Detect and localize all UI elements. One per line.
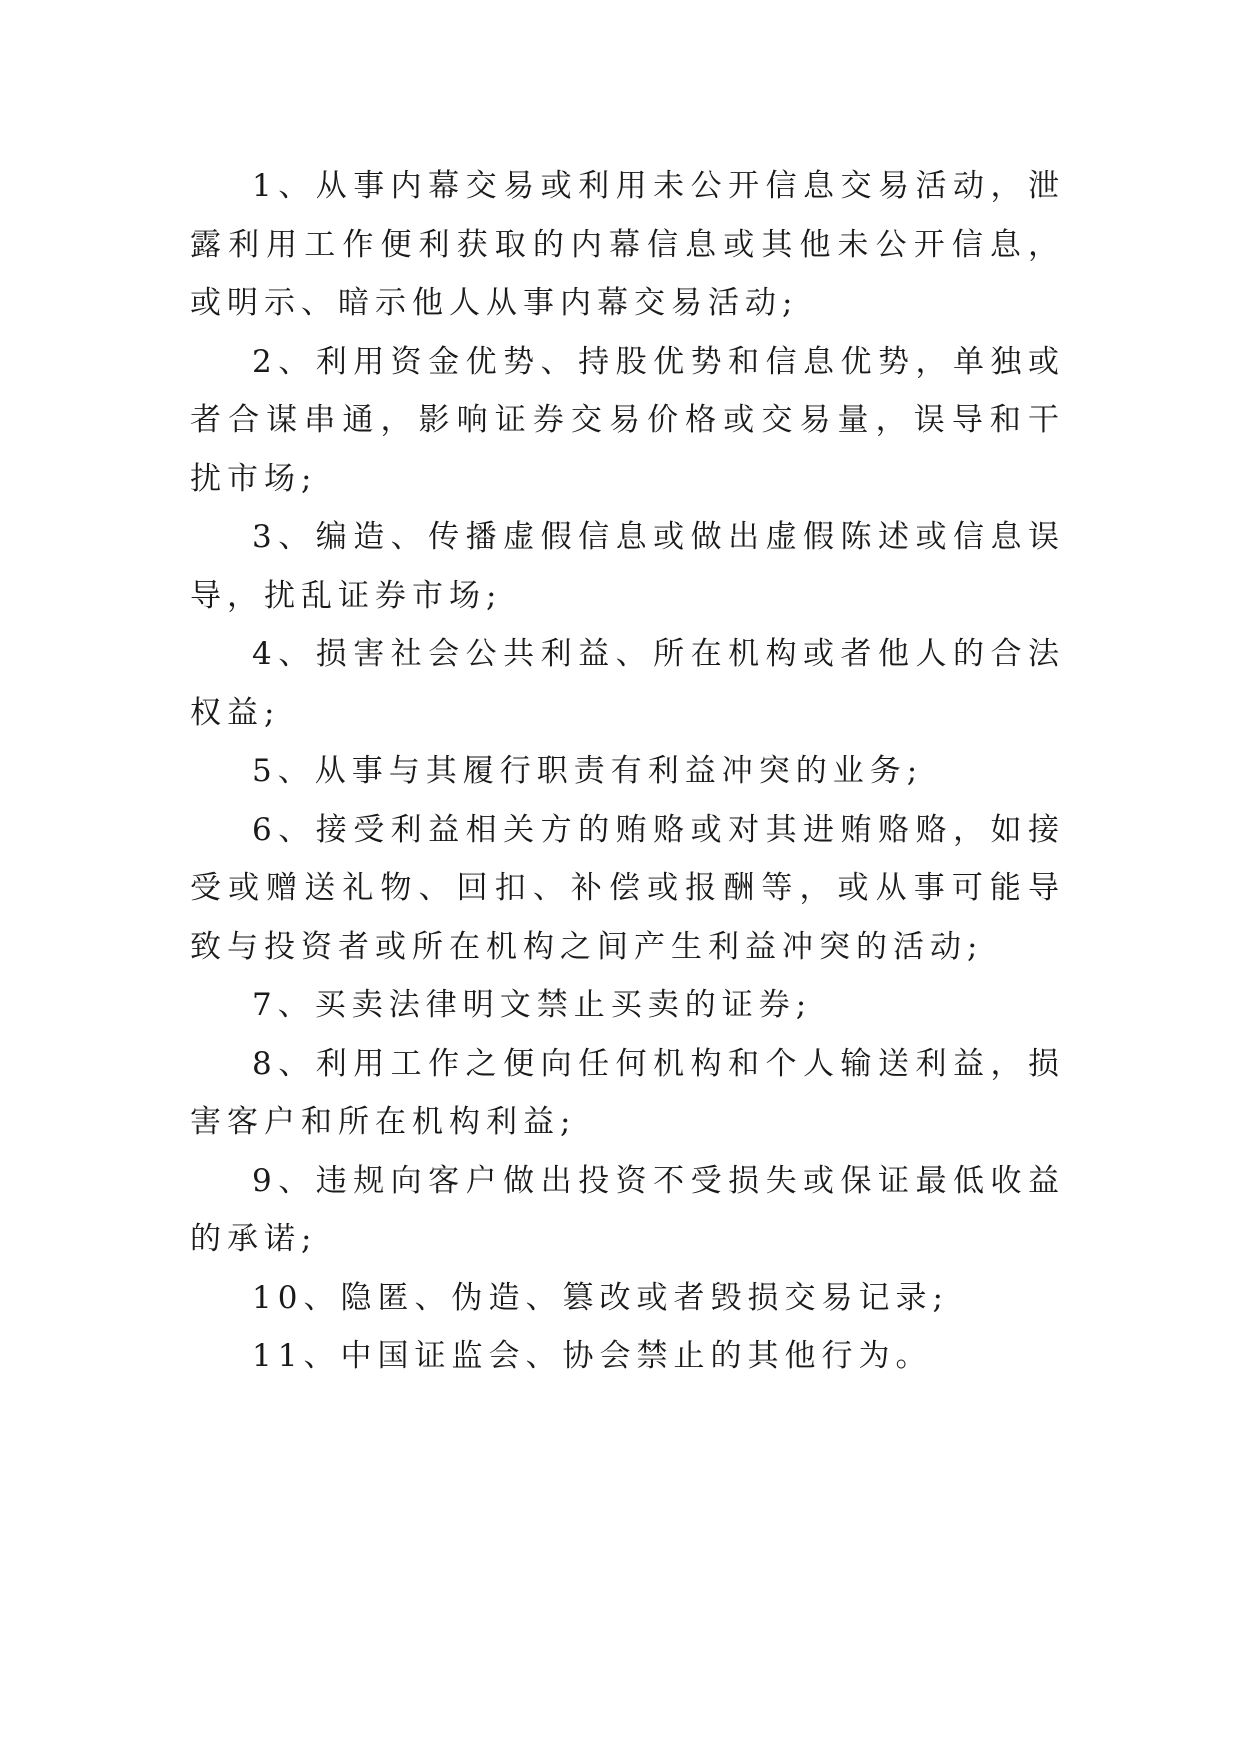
paragraph-item-5: 5、从事与其履行职责有利益冲突的业务; <box>252 753 924 789</box>
paragraph-item-4: 4、损害社会公共利益、所在机构或者他人的合法权益; <box>190 636 1065 731</box>
paragraph-item-9: 9、违规向客户做出投资不受损失或保证最低收益的承诺; <box>190 1162 1065 1257</box>
document-body <box>190 157 1065 1386</box>
paragraph-item-8: 8、利用工作之便向任何机构和个人输送利益，损害客户和所在机构利益; <box>190 1045 1065 1140</box>
paragraph-item-1: 1、从事内幕交易或利用未公开信息交易活动，泄露利用工作便利获取的内幕信息或其他未公开信息，或明示、暗示他人从事内幕交易活动; <box>190 168 1065 321</box>
paragraph-item-7: 7、买卖法律明文禁止买卖的证券; <box>252 987 813 1023</box>
paragraph-item-6: 6、接受利益相关方的贿赂或对其进贿赂赂，如接受或赠送礼物、回扣、补偿或报酬等，或从事可能导致与投资者或所在机构之间产生利益冲突的活动; <box>190 811 1065 965</box>
paragraph-item-10: 10、隐匿、伪造、篡改或者毁损交易记录; <box>252 1279 949 1316</box>
paragraph-item-2: 2、利用资金优势、持股优势和信息优势，单独或者合谋串通，影响证券交易价格或交易量，误导和干扰市场; <box>190 343 1065 497</box>
paragraph-item-11: 11、中国证监会、协会禁止的其他行为。 <box>252 1338 933 1374</box>
paragraph-item-3: 3、编造、传播虚假信息或做出虚假陈述或信息误导，扰乱证券市场; <box>190 519 1065 614</box>
